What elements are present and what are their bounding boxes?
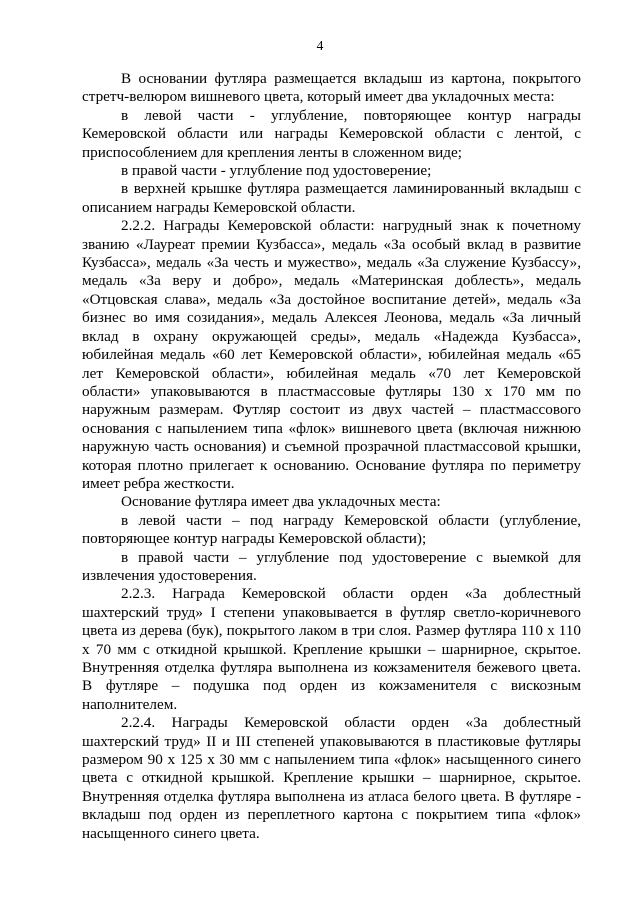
page-number: 4 (316, 38, 324, 53)
paragraph-right-part: в правой части - углубление под удостоверение; (121, 162, 432, 180)
paragraph-base-places: Основание футляра имеет два укладочных места: (121, 493, 441, 511)
paragraph-section-2-2-4: 2.2.4. Награды Кемеровской области орден «За доблестный шахтерский труд» II и III степеней упаковываются в пластиковые футляры размером 90 х 125 х 30 мм с напылением типа «флок» насыщенного синего цвета с откидной крышкой. Крепление крышки – шарнирное, скрытое. Внутренняя отделка футляра выполнена из атласа белого цвета. В футляре - вкладыш под орден из переплетного картона с покрытием типа «флок» насыщенного синего цвета. (82, 714, 581, 842)
paragraph-base-left-part: в левой части – под награду Кемеровской области (углубление, повторяющее контур награды Кемеровской области); (82, 511, 581, 548)
paragraph-section-2-2-2: 2.2.2. Награды Кемеровской области: нагрудный знак к почетному званию «Лауреат премии Кузбасса», медаль «За особый вклад в развитие Кузбасса», медаль «За честь и мужество», медаль «За служение Кузбассу», медаль «За веру и добро», медаль «Материнская доблесть», медаль «Отцовская слава», медаль «За достойное воспитание детей», медаль «За бизнес во имя созидания», медаль Алексея Леонова, медаль «За личный вклад в охрану окружающей среды», медаль «Надежда Кузбасса», юбилейная медаль «60 лет Кемеровской области», юбилейная медаль «65 лет Кемеровской области», юбилейная медаль «70 лет Кемеровской области» упаковываются в пластмассовые футляры 130 х 170 мм по наружным размерам. Футляр состоит из двух частей – пластмассового основания с напылением типа «флок» вишневого цвета (включая нижнюю наружную часть основания) и съемной прозрачной пластмассовой крышки, которая плотно прилегает к основанию. Основание футляра по периметру имеет ребра жесткости. (82, 217, 581, 492)
paragraph-base-right-part: в правой части – углубление под удостоверение с выемкой для извлечения удостоверения. (82, 548, 581, 584)
document-body (82, 70, 581, 843)
paragraph-section-2-2-3: 2.2.3. Награда Кемеровской области орден «За доблестный шахтерский труд» I степени упаковывается в футляр светло-коричневого цвета из дерева (бук), покрытого лаком в три слоя. Размер футляра 110 х 110 х 70 мм с откидной крышкой. Крепление крышки – шарнирное, скрытое. Внутренняя отделка футляра выполнена из кожзаменителя бежевого цвета. В футляре – подушка под орден из кожзаменителя с вискозным наполнителем. (82, 585, 581, 713)
paragraph-case-insert: В основании футляра размещается вкладыш из картона, покрытого стретч-велюром вишневого цвета, который имеет два укладочных места: (82, 70, 581, 106)
paragraph-top-lid: в верхней крышке футляра размещается ламинированный вкладыш с описанием награды Кемеровской области. (82, 180, 581, 216)
paragraph-left-part: в левой части - углубление, повторяющее контур награды Кемеровской области или награды Кемеровской области с лентой, с приспособлением для крепления ленты в сложенном виде; (82, 106, 581, 161)
